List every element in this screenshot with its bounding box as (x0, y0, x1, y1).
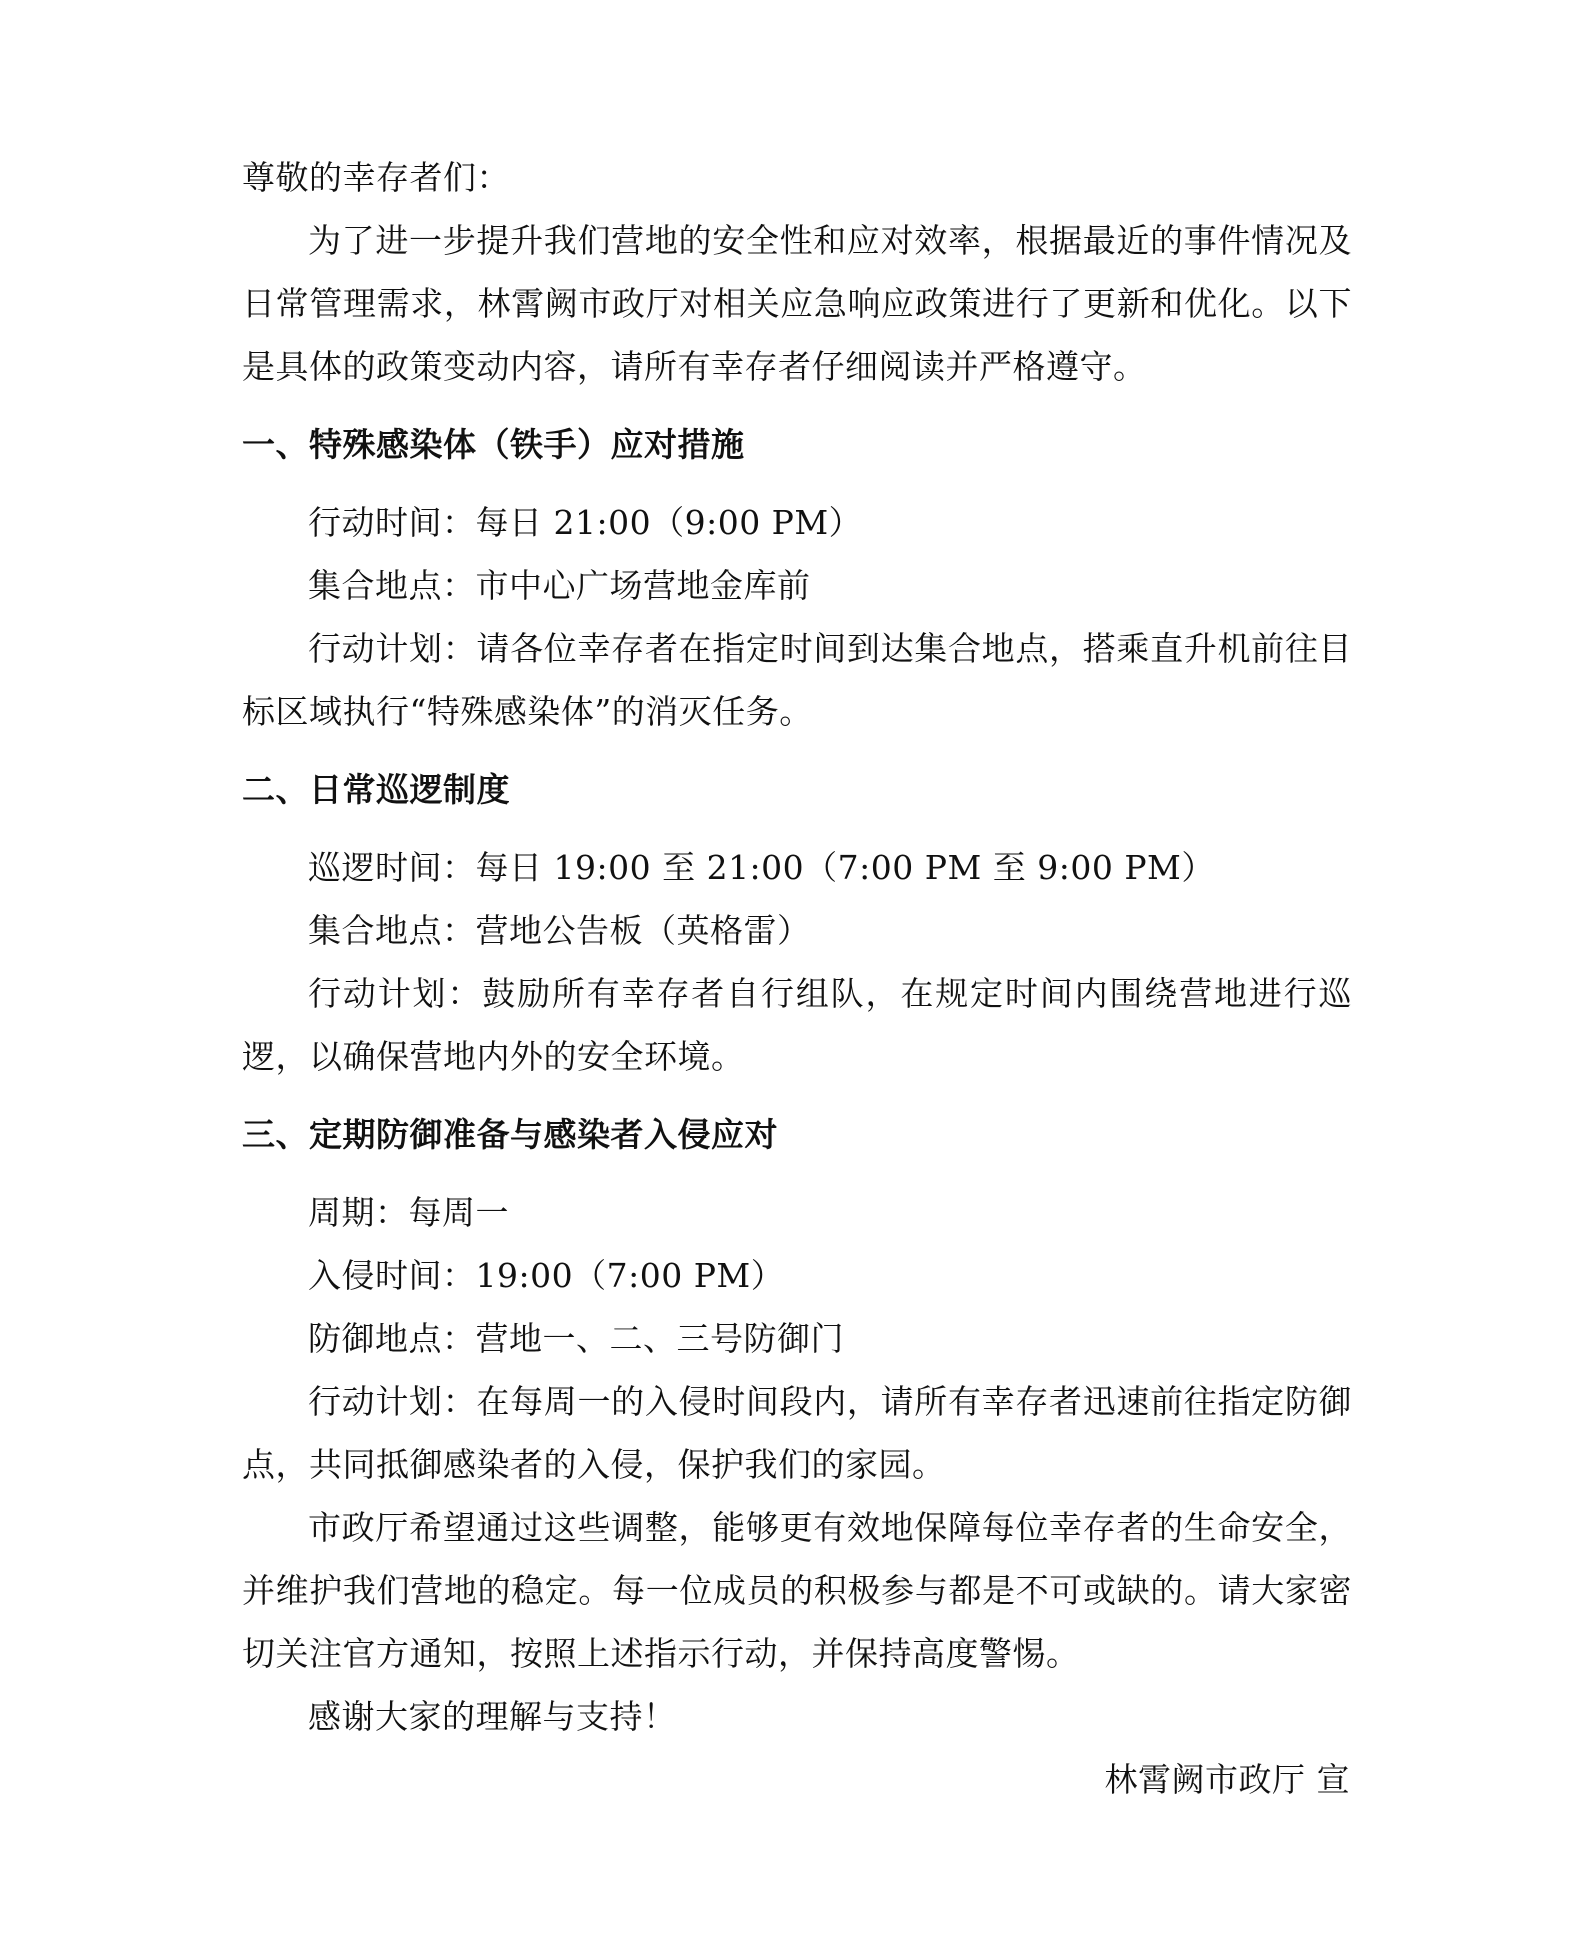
section-3-plan: 行动计划：在每周一的入侵时间段内，请所有幸存者迅速前往指定防御点，共同抵御感染者的入侵，保护我们的家园。 (242, 1382, 1352, 1484)
section-1-plan: 行动计划：请各位幸存者在指定时间到达集合地点，搭乘直升机前往目标区域执行“特殊感染体”的消灭任务。 (242, 629, 1352, 731)
section-1-heading: 一、特殊感染体（铁手）应对措施 (242, 425, 745, 464)
section-3-location: 防御地点：营地一、二、三号防御门 (308, 1319, 844, 1358)
section-1-location: 集合地点：市中心广场营地金库前 (308, 566, 811, 605)
section-2-plan: 行动计划：鼓励所有幸存者自行组队，在规定时间内围绕营地进行巡逻，以确保营地内外的安全环境。 (242, 974, 1352, 1076)
section-3-time: 入侵时间：19:00（7:00 PM） (308, 1256, 785, 1295)
section-2-time: 巡逻时间：每日 19:00 至 21:00（7:00 PM 至 9:00 PM） (308, 848, 1215, 887)
section-2-location: 集合地点：营地公告板（英格雷） (308, 911, 811, 950)
salutation: 尊敬的幸存者们： (242, 158, 510, 197)
signature: 林霄阙市政厅 宣 (1104, 1760, 1350, 1799)
intro-paragraph: 为了进一步提升我们营地的安全性和应对效率，根据最近的事件情况及日常管理需求，林霄阙市政厅对相关应急响应政策进行了更新和优化。以下是具体的政策变动内容，请所有幸存者仔细阅读并严格遵守。 (242, 221, 1352, 386)
section-3-period: 周期：每周一 (308, 1193, 509, 1232)
section-3-heading: 三、定期防御准备与感染者入侵应对 (242, 1115, 778, 1154)
notice-body (242, 146, 1352, 1811)
section-1-time: 行动时间：每日 21:00（9:00 PM） (308, 503, 863, 542)
thanks-line: 感谢大家的理解与支持！ (308, 1697, 677, 1736)
closing-paragraph: 市政厅希望通过这些调整，能够更有效地保障每位幸存者的生命安全，并维护我们营地的稳定。每一位成员的积极参与都是不可或缺的。请大家密切关注官方通知，按照上述指示行动，并保持高度警惕。 (242, 1508, 1352, 1673)
section-2-heading: 二、日常巡逻制度 (242, 770, 510, 809)
